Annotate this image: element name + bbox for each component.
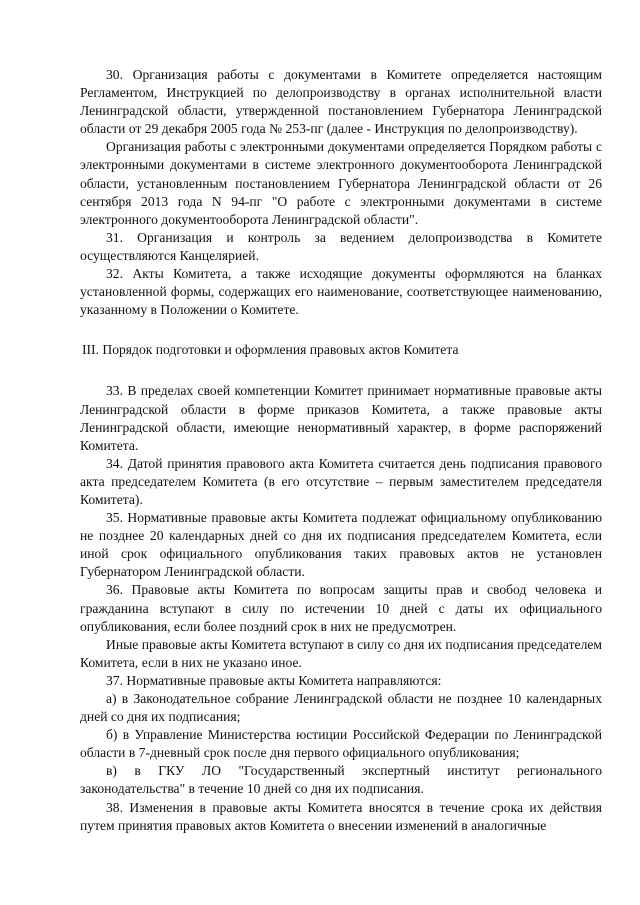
list-item-a: а) в Законодательное собрание Ленинградской области не позднее 10 календарных дней со дня их подписания; [80,691,602,725]
paragraph-36: 36. Правовые акты Комитета по вопросам защиты прав и свобод человека и гражданина вступают в силу по истечении 10 дней с даты их официального опубликования, если более поздний срок в них не предусмотрен. [80,582,602,634]
paragraph-electronic-docs: Организация работы с электронными документами определяется Порядком работы с электронными документами в системе электронного документооборота Ленинградской области, установленным постановлением Губернатора Ленинградской области от 26 сентября 2013 года N 94-пг "О работе с электронными документами в системе электронного документооборота Ленинградской области". [80,139,602,227]
section-heading: III. Порядок подготовки и оформления правовых актов Комитета [82,342,459,358]
paragraph-34: 34. Датой принятия правового акта Комитета считается день подписания правового акта председателем Комитета (в его отсутствие – первым заместителем председателя Комитета). [80,455,602,507]
paragraph-30: 30. Организация работы с документами в Комитете определяется настоящим Регламентом, Инструкцией по делопроизводству в органах исполнительной власти Ленинградской области, утвержденной постановлением Губернатора Ленинградской области от 29 декабря 2005 года № 253-пг (далее - Инструкция по делопроизводству). [80,67,602,137]
paragraph-37: 37. Нормативные правовые акты Комитета направляются: [106,672,442,688]
paragraph-31: 31. Организация и контроль за ведением делопроизводства в Комитете осуществляются Канцелярией. [80,229,602,263]
paragraph-other-acts: Иные правовые акты Комитета вступают в силу со дня их подписания председателем Комитета, если в них не указано иное. [80,636,602,670]
paragraph-33: 33. В пределах своей компетенции Комитет принимает нормативные правовые акты Ленинградской области в форме приказов Комитета, а также правовые акты Ленинградской области, имеющие ненормативный характер, в форме распоряжений Комитета. [80,383,602,453]
paragraph-35: 35. Нормативные правовые акты Комитета подлежат официальному опубликованию не позднее 20 календарных дней со дня их подписания председателем Комитета, если иной срок официального опубликования таких правовых актов не установлен Губернатором Ленинградской области. [80,510,602,580]
paragraph-38: 38. Изменения в правовые акты Комитета вносятся в течение срока их действия путем принятия правовых актов Комитета о внесении изменений в аналогичные [80,799,602,833]
paragraph-32: 32. Акты Комитета, а также исходящие документы оформляются на бланках установленной формы, содержащих его наименование, соответствующее наименованию, указанному в Положении о Комитете. [80,266,602,318]
list-item-v: в) в ГКУ ЛО "Государственный экспертный институт регионального законодательства" в течение 10 дней со дня их подписания. [80,763,602,797]
list-item-b: б) в Управление Министерства юстиции Российской Федерации по Ленинградской области в 7-дневный срок после дня первого официального опубликования; [80,727,602,761]
document-page [80,66,602,835]
